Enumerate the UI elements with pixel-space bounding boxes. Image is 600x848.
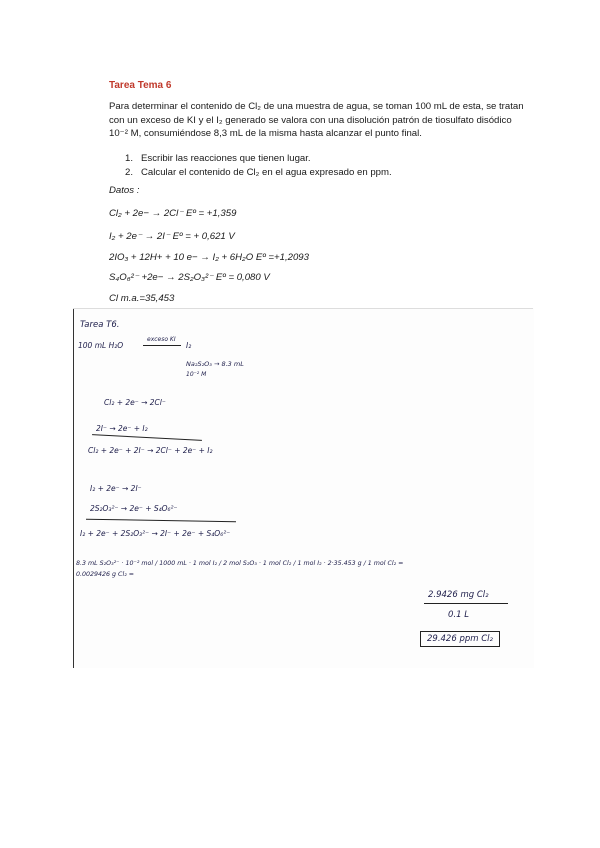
hw-heading: Tarea T6. — [80, 320, 120, 330]
hw-reaction-2: 2I⁻ → 2e⁻ + I₂ — [96, 424, 148, 433]
hw-final-result: 29.426 ppm Cl₂ — [420, 631, 500, 647]
dato-line: 2IO₃ + 12H+ + 10 e− → I₂ + 6H₂O Eº =+1,2093 — [109, 252, 309, 263]
task-item: 2. Calcular el contenido de Cl₂ en el agua expresado en ppm. — [125, 167, 392, 178]
task-list — [125, 152, 392, 180]
hw-sample: 100 mL H₂O — [78, 341, 124, 350]
hw-iodine: I₂ — [186, 341, 192, 350]
document-title: Tarea Tema 6 — [109, 80, 172, 91]
hw-reaction-4: 2S₂O₃²⁻ → 2e⁻ + S₄O₆²⁻ — [90, 504, 178, 513]
hw-fraction-bar — [424, 603, 508, 604]
datos-heading: Datos : — [109, 185, 140, 196]
hw-reaction-3: I₂ + 2e⁻ → 2I⁻ — [90, 484, 142, 493]
task-item: 1. Escribir las reacciones que tienen lugar. — [125, 153, 311, 164]
hw-reagent: exceso KI — [147, 336, 176, 343]
hw-calculation: 8.3 mL S₂O₃²⁻ · 10⁻² mol / 1000 mL · 1 mol I₂ / 2 mol S₂O₃ · 1 mol Cl₂ / 1 mol I₂ · 2·35.453 g / 1 mol Cl₂ = 0.0029426 g Cl₂ = — [76, 560, 404, 578]
dato-line: Cl₂ + 2e− → 2Cl⁻ Eº = +1,359 — [109, 208, 237, 219]
hw-arrow — [143, 345, 181, 346]
hw-reaction-sum-1: Cl₂ + 2e⁻ + 2I⁻ → 2Cl⁻ + 2e⁻ + I₂ — [88, 446, 213, 455]
dato-line: I₂ + 2e⁻ → 2I⁻ Eº = + 0,621 V — [109, 231, 235, 242]
hw-titrant: Na₂S₂O₃ → 8.3 mL — [186, 360, 244, 368]
dato-line: Cl m.a.=35,453 — [109, 293, 175, 304]
hw-fraction-numerator: 2.9426 mg Cl₂ — [428, 590, 489, 600]
hw-titrant-conc: 10⁻² M — [186, 371, 207, 378]
hw-reaction-1: Cl₂ + 2e⁻ → 2Cl⁻ — [104, 398, 166, 407]
dato-line: S₄O₆²⁻ +2e− → 2S₂O₃²⁻ Eº = 0,080 V — [109, 272, 270, 283]
scan-border — [73, 308, 533, 309]
hw-fraction-denominator: 0.1 L — [448, 610, 469, 620]
hw-reaction-sum-2: I₂ + 2e⁻ + 2S₂O₃²⁻ → 2I⁻ + 2e⁻ + S₄O₆²⁻ — [80, 529, 231, 538]
problem-statement: Para determinar el contenido de Cl₂ de una muestra de agua, se toman 100 mL de esta, se tratan con un exceso de KI y el I₂ generado se valora con una disolución patrón de tiosulfato disódico 10⁻² M, consumiéndose 8,3 mL de la misma hasta alcanzar el punto final. — [109, 101, 524, 139]
